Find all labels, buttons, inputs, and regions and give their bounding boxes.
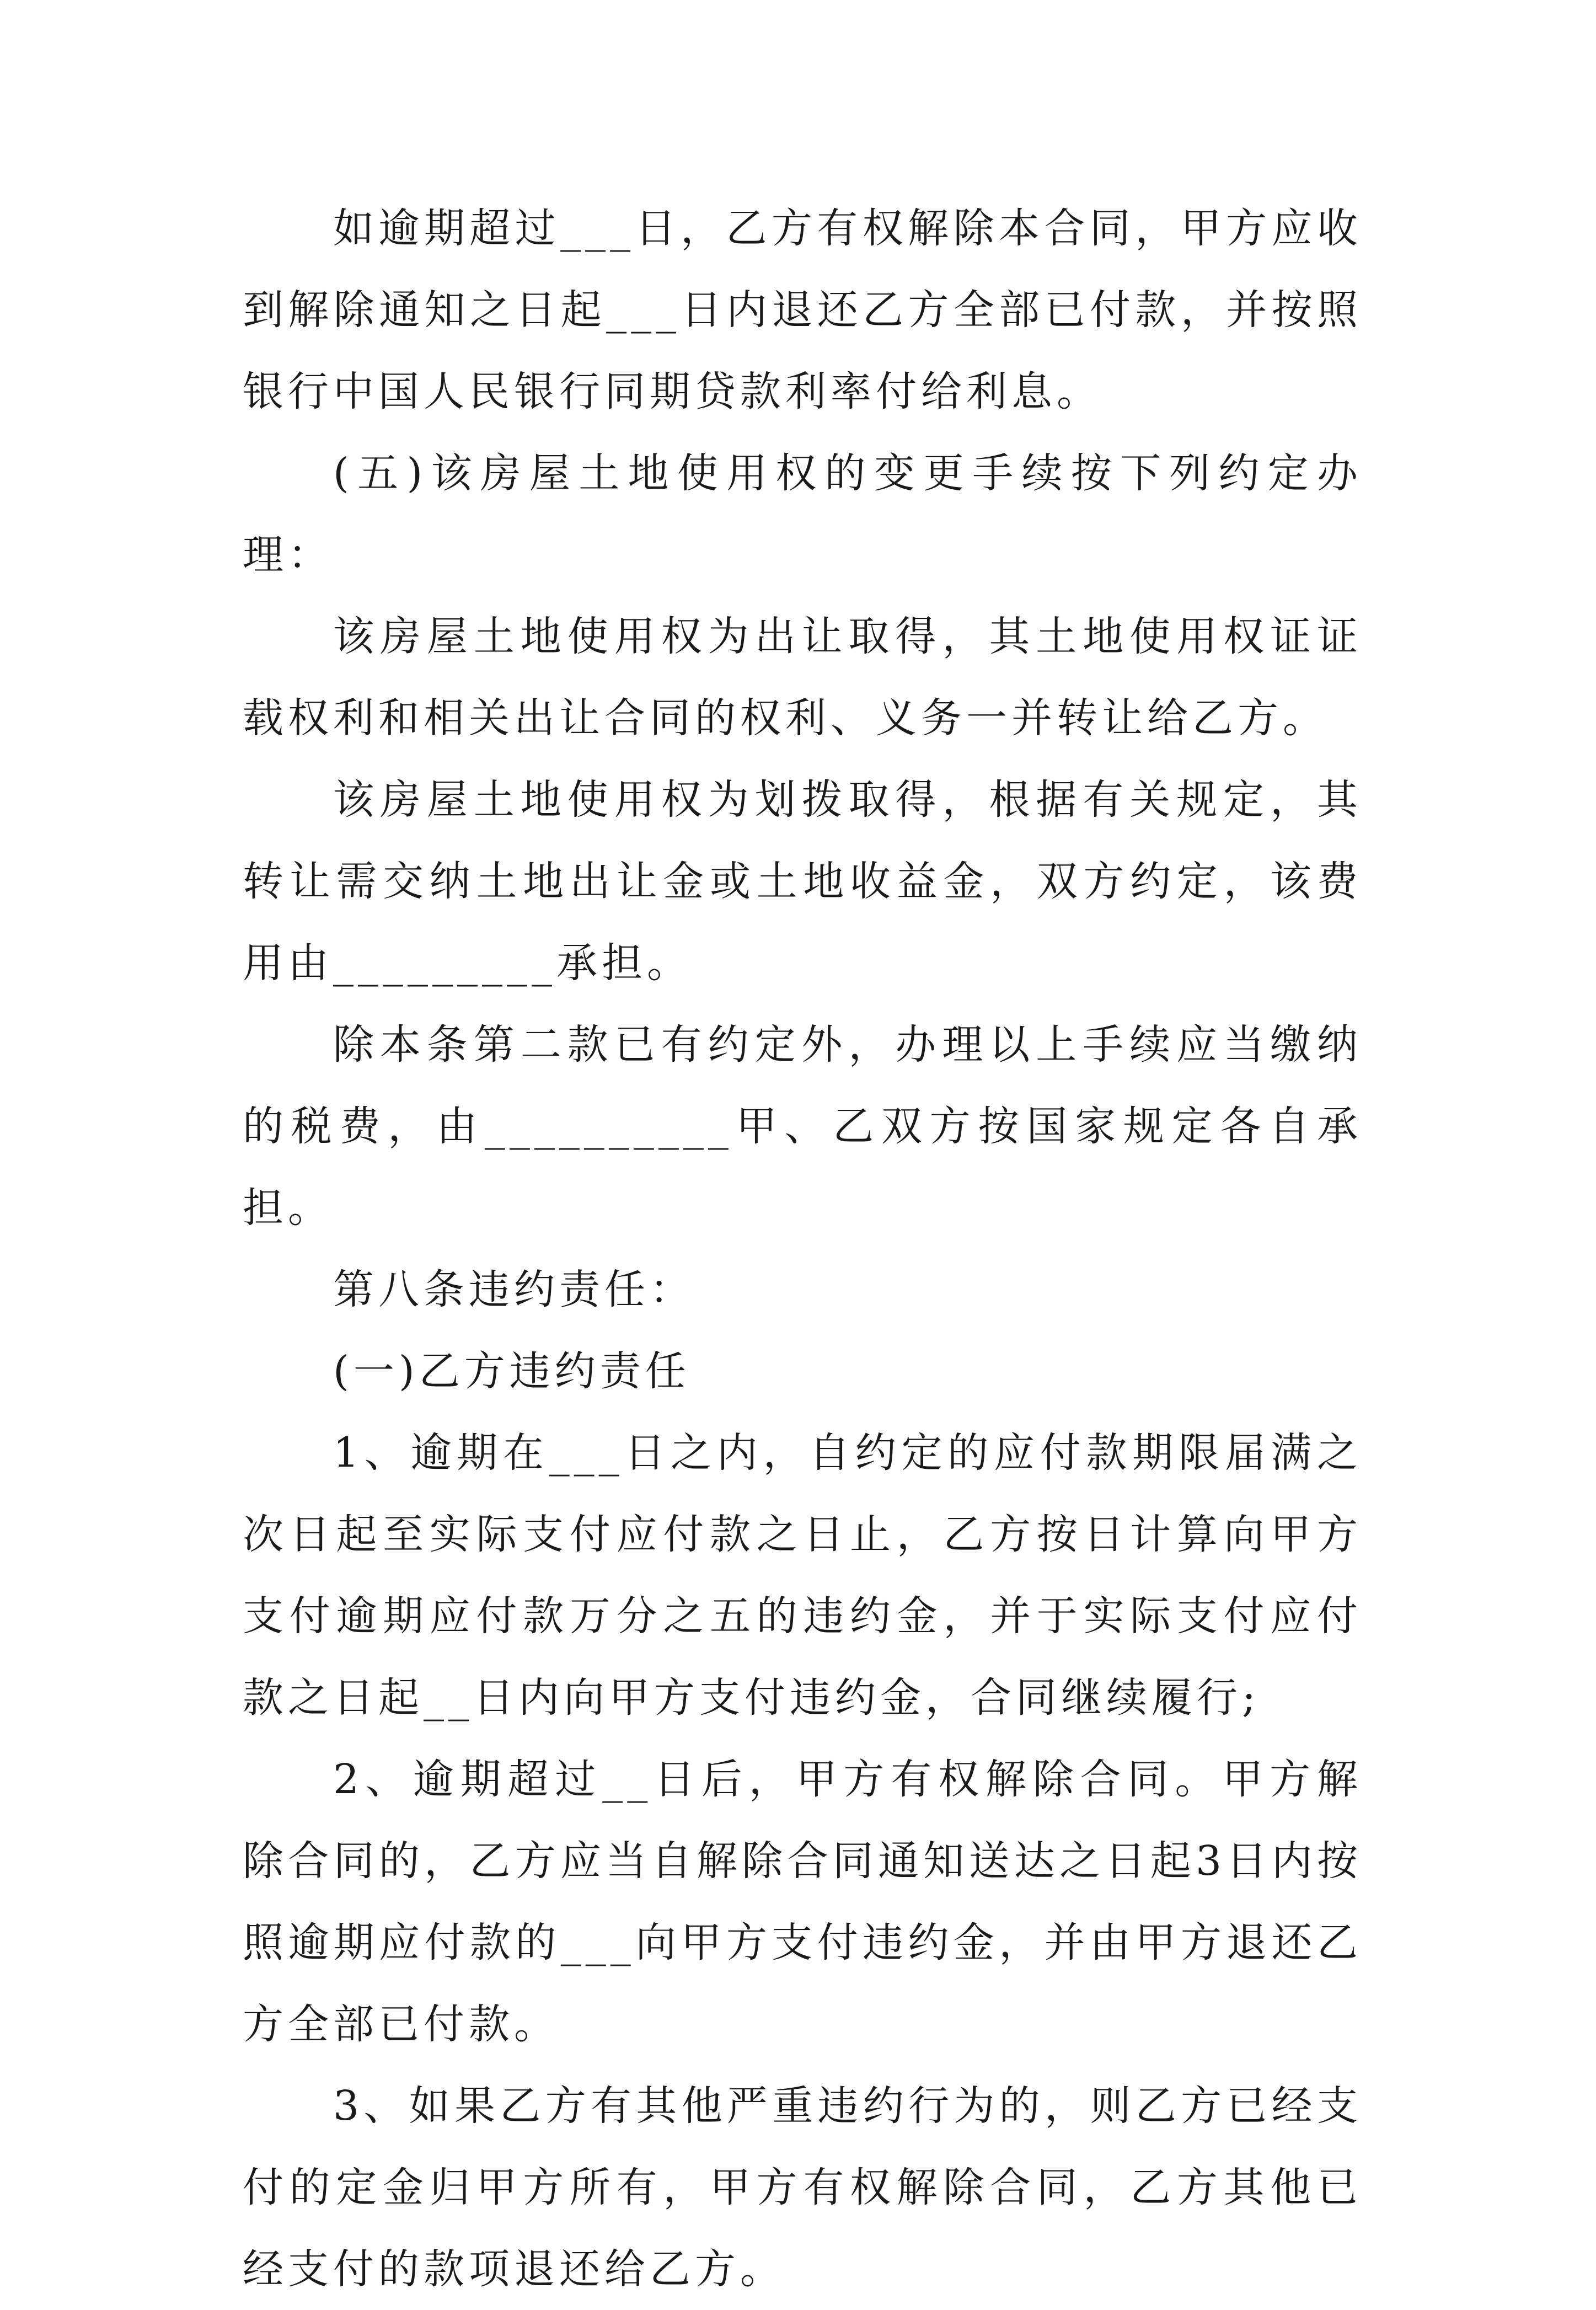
- clause-2: 2、逾期超过__日后，甲方有权解除合同。甲方解除合同的，乙方应当自解除合同通知送达之日起3日内按照逾期应付款的___向甲方支付违约金，并由甲方退还乙方全部已付款。: [243, 1756, 1362, 2048]
- paragraph-land-grant: 该房屋土地使用权为出让取得，其土地使用权证证载权利和相关出让合同的权利、义务一并转让给乙方。: [243, 613, 1362, 742]
- paragraph-taxes: 除本条第二款已有约定外，办理以上手续应当缴纳的税费，由__________甲、乙双方按国家规定各自承担。: [243, 1021, 1362, 1232]
- document-page: [243, 188, 1362, 2310]
- clause-3: 3、如果乙方有其他严重违约行为的，则乙方已经支付的定金归甲方所有，甲方有权解除合同，乙方其他已经支付的款项退还给乙方。: [243, 2082, 1362, 2293]
- heading-article-8: 第八条违约责任：: [333, 1266, 695, 1313]
- paragraph-overdue-termination: 如逾期超过___日，乙方有权解除本合同，甲方应收到解除通知之日起___日内退还乙方全部已付款，并按照银行中国人民银行同期贷款利率付给利息。: [243, 205, 1362, 415]
- heading-party-b-liability: (一)乙方违约责任: [333, 1348, 690, 1395]
- paragraph-land-use-procedure: (五)该房屋土地使用权的变更手续按下列约定办理：: [243, 450, 1362, 579]
- paragraph-land-allocation: 该房屋土地使用权为划拨取得，根据有关规定，其转让需交纳土地出让金或土地收益金，双方约定，该费用由_________承担。: [243, 776, 1362, 987]
- clause-1: 1、逾期在___日之内，自约定的应付款期限届满之次日起至实际支付应付款之日止，乙方按日计算向甲方支付逾期应付款万分之五的违约金，并于实际支付应付款之日起__日内向甲方支付违约金，合同继续履行;: [243, 1429, 1362, 1721]
